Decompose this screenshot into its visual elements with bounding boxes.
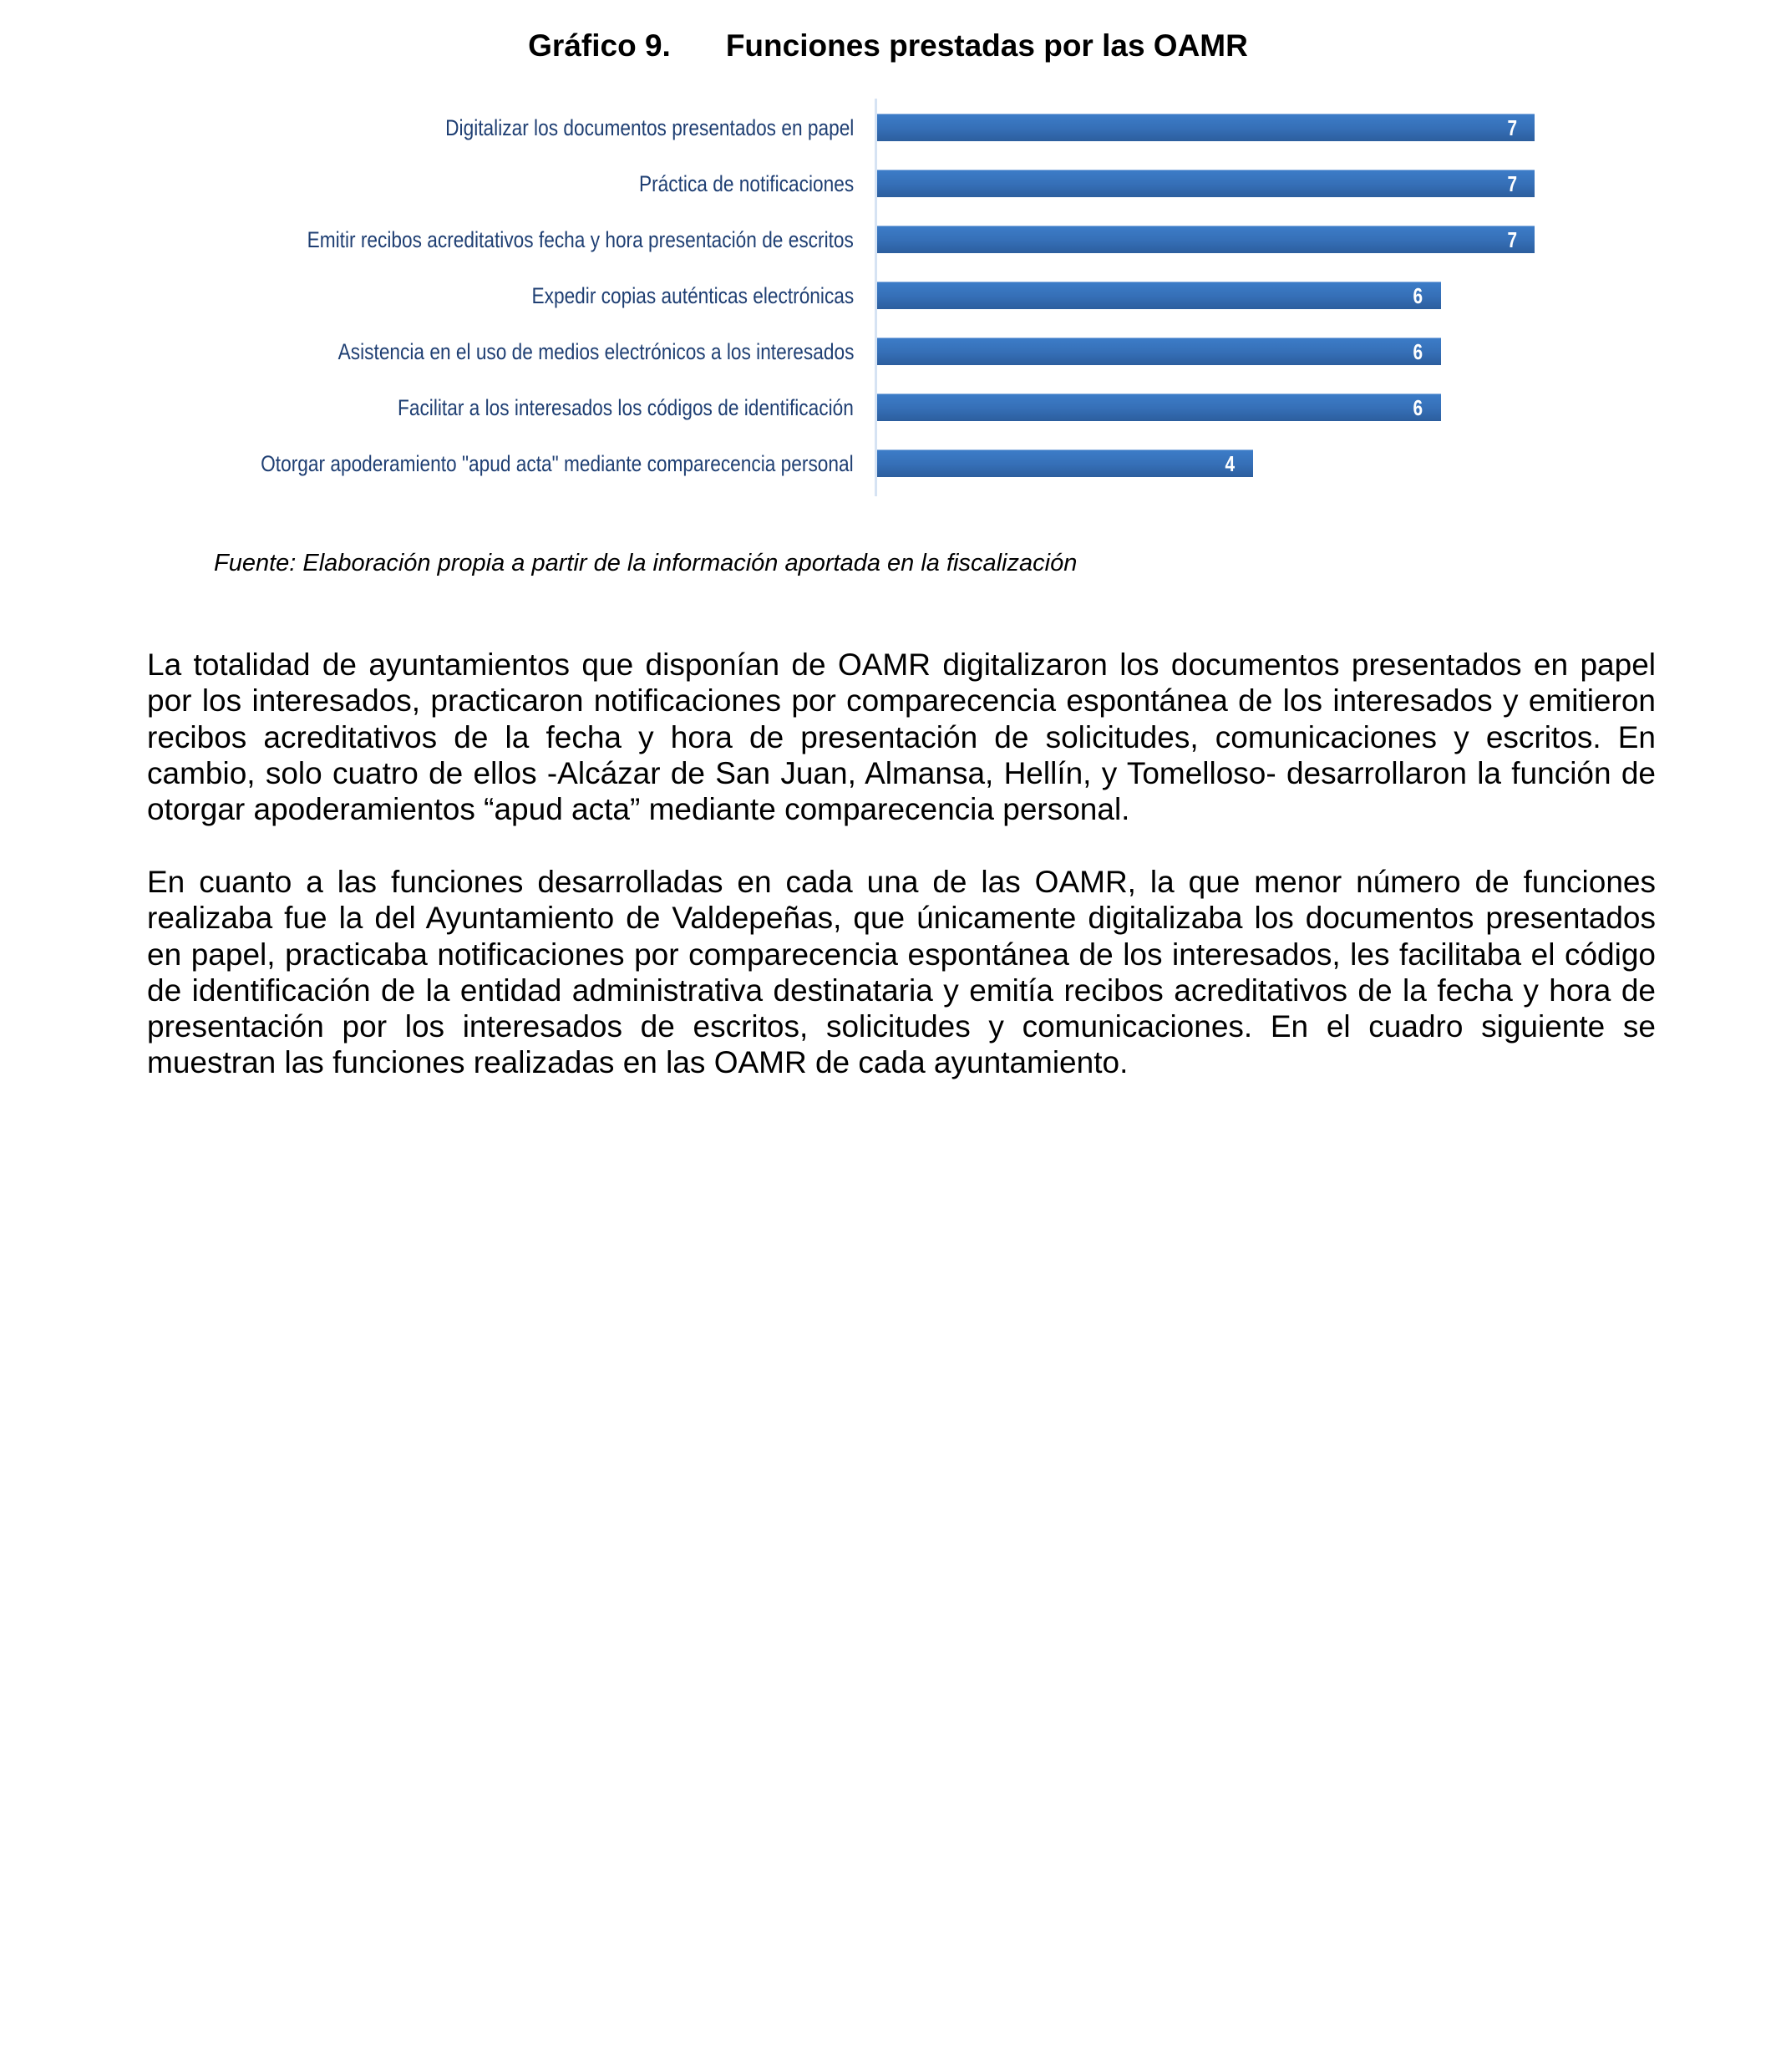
chart-number: Gráfico 9. (528, 28, 671, 63)
category-label: Facilitar a los interesados los códigos de identificación (398, 395, 854, 420)
bar (877, 394, 1441, 421)
bar (877, 282, 1441, 309)
category-label: Otorgar apoderamiento "apud acta" mediante comparecencia personal (261, 451, 854, 476)
bar (877, 449, 1253, 477)
chart-title (0, 28, 1776, 63)
chart-row (0, 282, 1776, 310)
data-label: 7 (1506, 227, 1517, 252)
category-label: Expedir copias auténticas electrónicas (531, 283, 854, 308)
data-label: 6 (1413, 395, 1423, 420)
data-label: 6 (1413, 283, 1423, 308)
chart-row (0, 170, 1776, 198)
chart-source-note: Fuente: Elaboración propia a partir de la información aportada en la fiscalización (214, 550, 1078, 576)
category-label: Asistencia en el uso de medios electrónicos a los interesados (337, 339, 854, 364)
chart-row (0, 338, 1776, 366)
bar (877, 114, 1535, 141)
chart-row (0, 226, 1776, 254)
bar (877, 226, 1535, 253)
data-label: 7 (1506, 171, 1517, 196)
data-label: 4 (1225, 451, 1236, 476)
bar (877, 170, 1535, 197)
category-label: Práctica de notificaciones (638, 171, 854, 196)
category-label: Digitalizar los documentos presentados en papel (444, 115, 854, 140)
category-label: Emitir recibos acreditativos fecha y hora presentación de escritos (307, 227, 854, 252)
chart-row (0, 114, 1776, 142)
bar (877, 338, 1441, 365)
data-label: 6 (1413, 339, 1423, 364)
chart-row (0, 449, 1776, 478)
data-label: 7 (1506, 115, 1517, 140)
bar-chart (0, 99, 1776, 500)
chart-row (0, 394, 1776, 422)
chart-title-text: Funciones prestadas por las OAMR (725, 28, 1248, 63)
body-paragraph: En cuanto a las funciones desarrolladas en cada una de las OAMR, la que menor número de funciones realizaba fue la del Ayuntamiento de Valdepeñas, que únicamente digitalizaba los documentos presentados en papel, practicaba notificaciones por comparecencia espontánea de los interesados, les facilitaba el código de identificación de la entidad administrativa destinataria y emitía recibos acreditativos de la fecha y hora de presentación por los interesados de escritos, solicitudes y comunicaciones. En el cuadro siguiente se muestran las funciones realizadas en las OAMR de cada ayuntamiento. (147, 865, 1656, 1080)
body-paragraph: La totalidad de ayuntamientos que disponían de OAMR digitalizaron los documentos presentados en papel por los interesados, practicaron notificaciones por comparecencia espontánea de los interesados y emitieron recibos acreditativos de la fecha y hora de presentación de solicitudes, comunicaciones y escritos. En cambio, solo cuatro de ellos -Alcázar de San Juan, Almansa, Hellín, y Tomelloso- desarrollaron la función de otorgar apoderamientos “apud acta” mediante comparecencia personal. (147, 648, 1656, 827)
